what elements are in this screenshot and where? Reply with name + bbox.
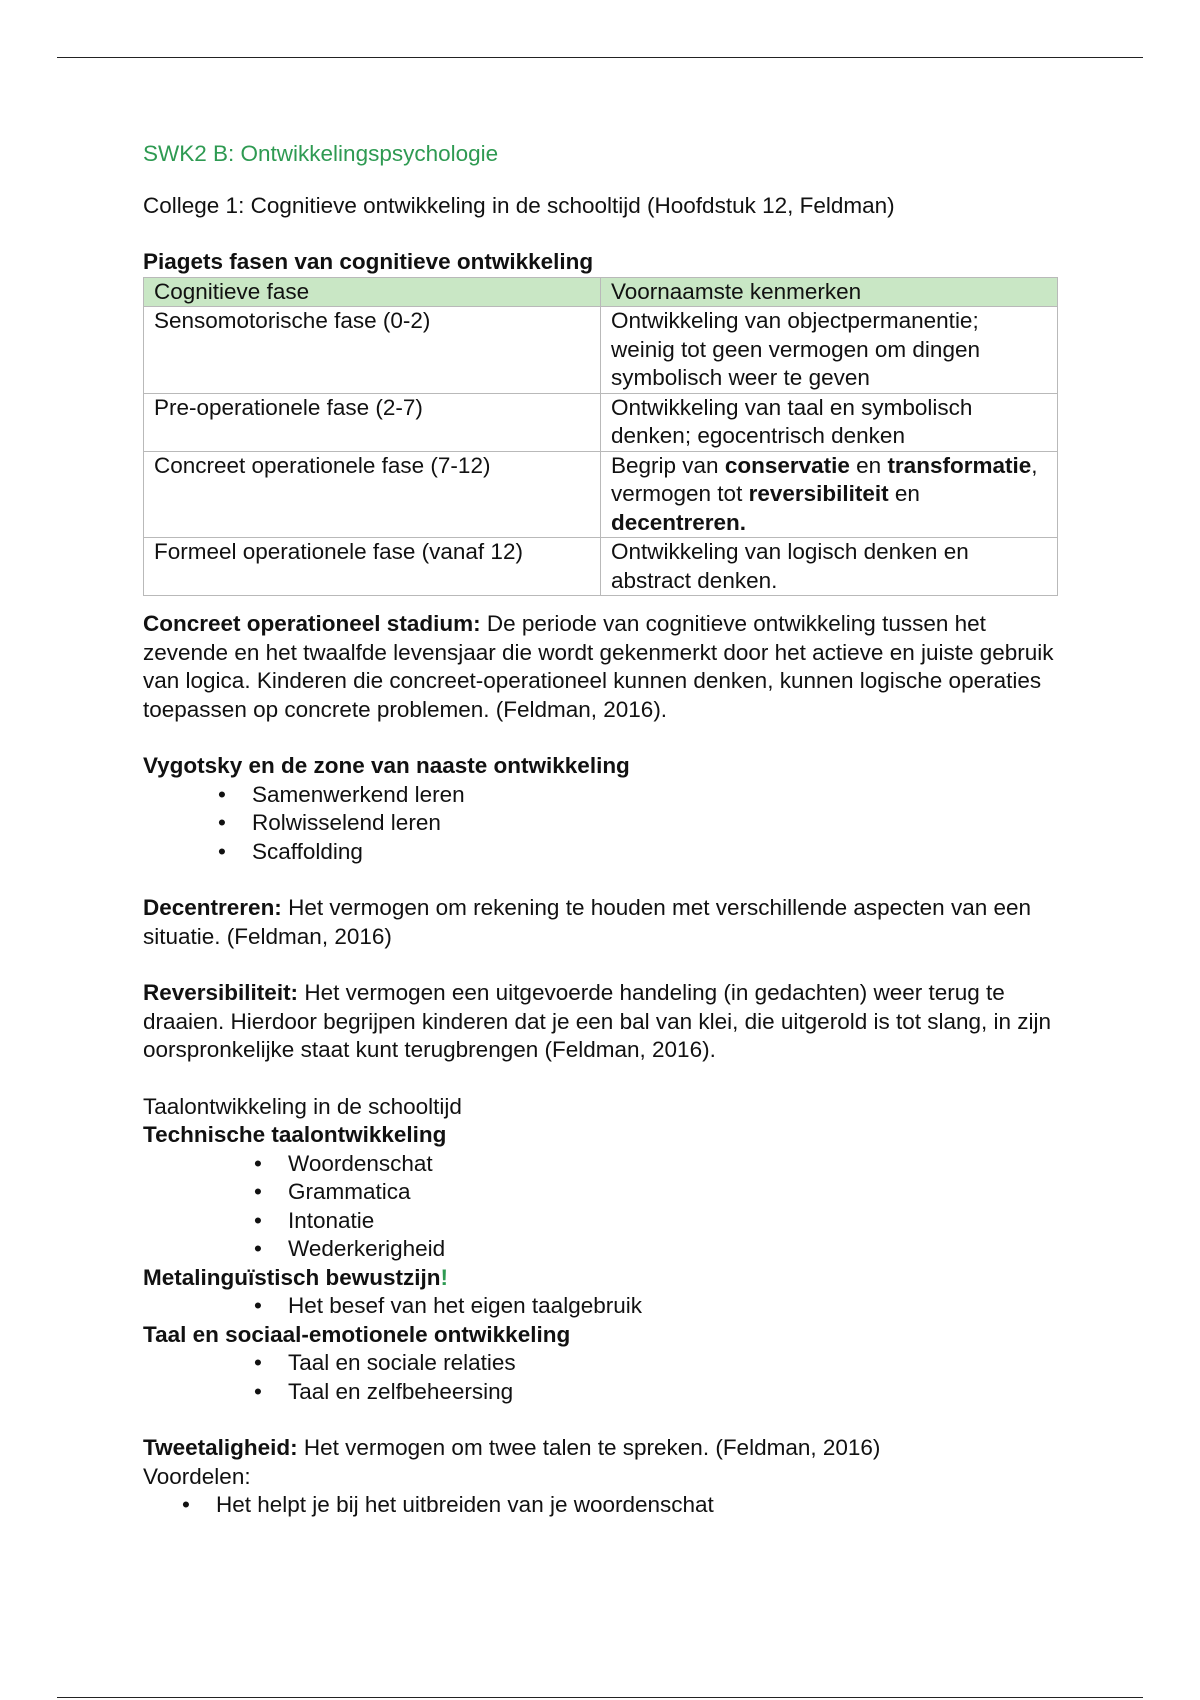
concreet-paragraph	[143, 610, 1063, 724]
tweetaligheid-text: Het vermogen om twee talen te spreken. (Feldman, 2016)	[297, 1435, 881, 1460]
decentreren-term: Decentreren:	[143, 895, 282, 920]
kenmerk-text: en	[849, 452, 888, 478]
voordelen-list	[143, 1491, 1063, 1520]
vygotsky-heading: Vygotsky en de zone van naaste ontwikkeling	[143, 753, 630, 778]
tweetaligheid-paragraph	[143, 1434, 1063, 1463]
list-item: • Samenwerkend leren	[252, 781, 1063, 810]
reversibiliteit-text: Het vermogen een uitgevoerde handeling (in gedachten) weer terug te draaien. Hierdoor begrijpen kinderen dat je een bal van klei, die uitgerold is tot slang, in zijn oorspronkelijke staat kunt terugbrengen (Feldman, 2016).	[143, 980, 1052, 1062]
table-cell-kenmerk: Ontwikkeling van taal en symbolisch denken; egocentrisch denken	[601, 393, 1058, 451]
list-item: • Wederkerigheid	[288, 1235, 1063, 1264]
concreet-text: De periode van cognitieve ontwikkeling tussen het zevende en het twaalfde levensjaar die wordt gekenmerkt door het actieve en juiste gebruik van logica. Kinderen die concreet-operationeel kunnen denken, kunnen logische operaties toepassen op concrete problemen. (Feldman, 2016).	[143, 611, 1054, 722]
reversibiliteit-paragraph	[143, 979, 1063, 1065]
sociaal-list	[143, 1349, 1063, 1406]
kenmerk-text: , vermogen tot	[611, 452, 1038, 506]
concreet-term: Concreet operationeel stadium:	[143, 611, 481, 636]
table-cell-kenmerk	[601, 451, 1058, 538]
kenmerk-text: Begrip van	[611, 452, 725, 478]
table-row	[144, 393, 1058, 451]
piaget-table	[143, 277, 1058, 597]
sociaal-heading: Taal en sociaal-emotionele ontwikkeling	[143, 1321, 571, 1347]
table-header-fase: Cognitieve fase	[144, 277, 601, 307]
reversibiliteit-term: Reversibiliteit:	[143, 980, 299, 1005]
list-item: • Het helpt je bij het uitbreiden van je woordenschat	[216, 1491, 1063, 1520]
list-item: • Woordenschat	[288, 1150, 1063, 1179]
list-item: • Grammatica	[288, 1178, 1063, 1207]
decentreren-text: Het vermogen om rekening te houden met verschillende aspecten van een situatie. (Feldman, 2016)	[143, 895, 1032, 949]
meta-list	[143, 1292, 1063, 1321]
table-header-kenmerken: Voornaamste kenmerken	[601, 277, 1058, 307]
bottom-rule	[57, 1697, 1143, 1698]
decentreren-paragraph	[143, 894, 1063, 951]
voordelen-label: Voordelen:	[143, 1463, 251, 1489]
list-item: • Intonatie	[288, 1207, 1063, 1236]
table-cell-kenmerk: Ontwikkeling van objectpermanentie; weinig tot geen vermogen om dingen symbolisch weer te geven	[601, 307, 1058, 394]
table-cell-fase: Pre-operationele fase (2-7)	[144, 393, 601, 451]
taal-intro: Taalontwikkeling in de schooltijd	[143, 1093, 462, 1119]
list-item: • Rolwisselend leren	[252, 809, 1063, 838]
top-rule	[57, 57, 1143, 58]
college-title: College 1: Cognitieve ontwikkeling in de schooltijd (Hoofdstuk 12, Feldman)	[143, 192, 895, 218]
table-header-row	[144, 277, 1058, 307]
list-item: • Taal en sociale relaties	[288, 1349, 1063, 1378]
table-cell-kenmerk: Ontwikkeling van logisch denken en abstract denken.	[601, 538, 1058, 596]
meta-heading: Metalinguïstisch bewustzijn	[143, 1264, 441, 1290]
tweetaligheid-term: Tweetaligheid:	[143, 1435, 298, 1460]
piaget-heading: Piagets fasen van cognitieve ontwikkeling	[143, 249, 594, 274]
list-item: • Scaffolding	[252, 838, 1063, 867]
table-cell-fase: Formeel operationele fase (vanaf 12)	[144, 538, 601, 596]
table-cell-fase: Concreet operationele fase (7-12)	[144, 451, 601, 538]
comment-marker: !	[440, 1264, 449, 1290]
list-item: • Taal en zelfbeheersing	[288, 1378, 1063, 1407]
table-row	[144, 307, 1058, 394]
course-title: SWK2 B: Ontwikkelingspsychologie	[143, 141, 499, 166]
kenmerk-term-decentreren: decentreren.	[611, 509, 747, 535]
table-row	[144, 451, 1058, 538]
meta-heading-line	[143, 1264, 1063, 1293]
technisch-heading: Technische taalontwikkeling	[143, 1122, 447, 1147]
table-row	[144, 538, 1058, 596]
kenmerk-term-conservatie: conservatie	[724, 452, 850, 478]
kenmerk-term-transformatie: transformatie	[887, 452, 1032, 478]
document-page	[143, 140, 1063, 1520]
table-cell-fase: Sensomotorische fase (0-2)	[144, 307, 601, 394]
list-item: • Het besef van het eigen taalgebruik	[288, 1292, 1063, 1321]
vygotsky-list	[143, 781, 1063, 867]
kenmerk-text: en	[888, 481, 920, 506]
kenmerk-term-reversibiliteit: reversibiliteit	[748, 481, 889, 506]
technisch-list	[143, 1150, 1063, 1264]
